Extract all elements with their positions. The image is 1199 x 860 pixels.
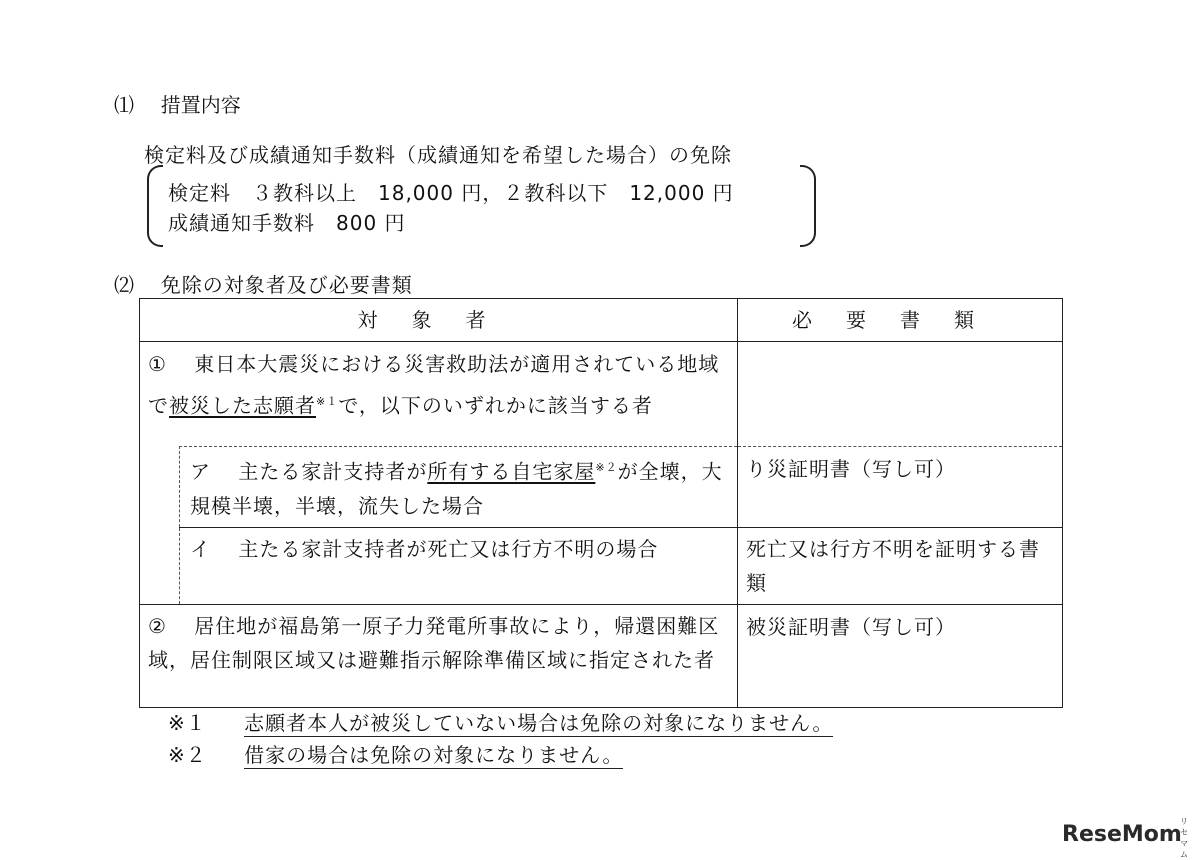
- note-1: [168, 707, 833, 736]
- sub-i-label: イ: [190, 536, 211, 561]
- row1-underlined: 被災した志願者: [169, 393, 316, 418]
- section1-heading: [114, 89, 241, 118]
- fee-line-report: 成績通知手数料 800 円: [168, 211, 406, 235]
- table-row-2: [140, 604, 1063, 707]
- table-row-1: [140, 342, 1063, 447]
- sub-a-docs: [738, 447, 1063, 528]
- sub-a-underlined: 所有する自宅家屋: [427, 459, 596, 484]
- row1-text-b: で，以下のいずれかに該当する者: [338, 393, 653, 418]
- row2-number: ②: [148, 613, 167, 638]
- note1-mark: ※１: [316, 395, 339, 408]
- table-header-row: [140, 299, 1063, 342]
- note-2-mark: ※２: [168, 743, 207, 767]
- note2-mark: ※２: [595, 461, 618, 474]
- section1-intro: 検定料及び成績通知手数料（成績通知を希望した場合）の免除: [144, 143, 732, 167]
- row1-text-a: 東日本大震災における災害救助法が適用されている地域で: [148, 352, 720, 418]
- sub-a-doc: り災証明書（写し可）: [746, 457, 956, 481]
- note-2: [168, 739, 623, 768]
- row1-docs: [738, 342, 1063, 447]
- right-brace: [800, 165, 816, 247]
- section2-number: ⑵: [114, 273, 134, 297]
- section1-number: ⑴: [114, 93, 134, 117]
- header-target: 対象者: [140, 299, 738, 342]
- sub-a-text-a: 主たる家計支持者が: [238, 459, 428, 484]
- logo-text: ReseMom: [1062, 822, 1182, 847]
- section1-title: 措置内容: [160, 93, 241, 117]
- row2-text: 居住地が福島第一原子力発電所事故により，帰還困難区域，居住制限区域又は避難指示解除準備区域に指定された者: [148, 613, 720, 672]
- row1-number: ①: [148, 352, 167, 376]
- sub-a-label: ア: [190, 459, 211, 484]
- note-1-mark: ※１: [168, 711, 207, 735]
- left-brace: [147, 165, 163, 247]
- sub-indent-cell: [140, 447, 180, 605]
- table-row-sub-a: [140, 447, 1063, 528]
- table-row-sub-i: [140, 527, 1063, 604]
- sub-i-text: 主たる家計支持者が死亡又は行方不明の場合: [238, 536, 659, 561]
- row2-docs: [738, 604, 1063, 707]
- sub-i-docs: [738, 527, 1063, 604]
- sub-i-doc: 死亡又は行方不明を証明する書類: [746, 536, 1040, 595]
- sub-a-target: [180, 447, 738, 528]
- header-docs: 必要書類: [738, 299, 1063, 342]
- fee-line-exam: 検定料 ３教科以上 18,000 円，２教科以下 12,000 円: [168, 181, 734, 205]
- resemom-logo: [1062, 817, 1188, 859]
- sub-i-target: [180, 527, 738, 604]
- row2-doc: 被災証明書（写し可）: [746, 614, 956, 639]
- sub-a-text-b: が全壊，大規模半壊，半壊，流失した場合: [190, 459, 723, 518]
- note-1-text: 志願者本人が被災していない場合は免除の対象になりません。: [244, 711, 834, 735]
- row2-target: [140, 604, 738, 707]
- section2-heading: [114, 269, 413, 298]
- logo-kana: リセマム: [1180, 817, 1188, 859]
- row1-target: [140, 342, 738, 447]
- requirements-table: [139, 298, 1063, 708]
- section2-title: 免除の対象者及び必要書類: [160, 273, 413, 297]
- note-2-text: 借家の場合は免除の対象になりません。: [244, 743, 624, 767]
